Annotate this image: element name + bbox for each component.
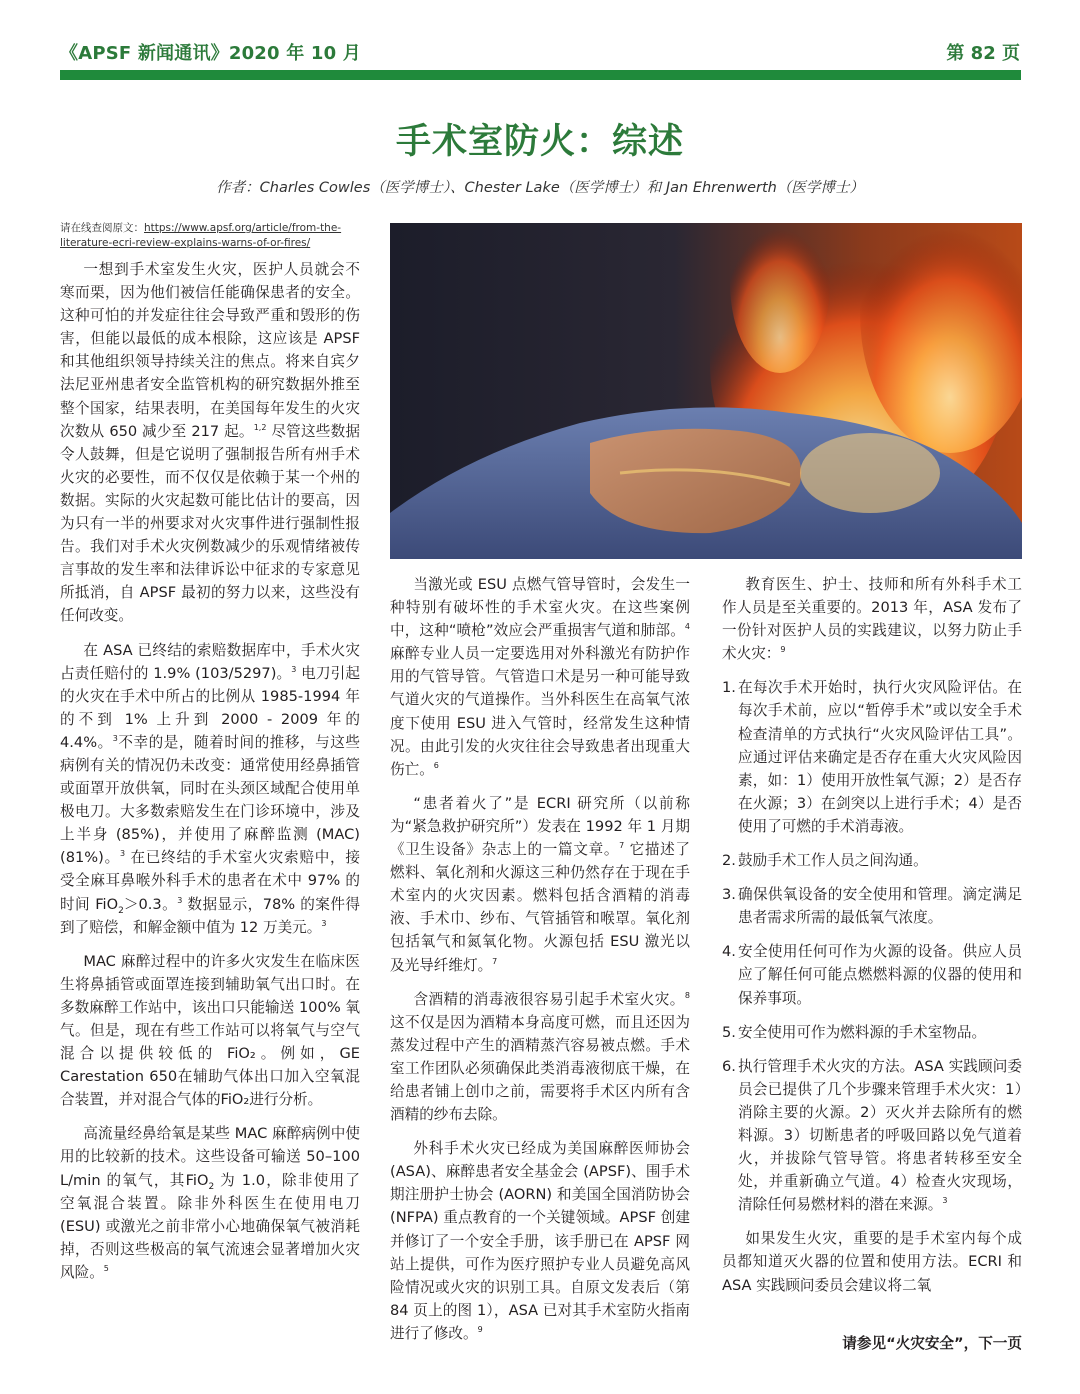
online-article-link[interactable]: https://www.apsf.org/article/from-the-literature-ecri-review-explains-warns-of-or-fires/ — [60, 222, 342, 249]
list-item: 4. 安全使用任何可作为火源的设备。供应人员应了解任何可能点燃燃料源的仪器的使用和保养事项。 — [722, 943, 1022, 1007]
online-label: 请在线查阅原文： — [60, 222, 144, 234]
paragraph: 含酒精的消毒液很容易引起手术室火灾。$^8$ 这不仅是因为酒精本身高度可燃，而且还因为蒸发过程中产生的酒精蒸汽容易被点燃。手术室工作团队必须确保此类消毒液彻底干燥，在给患者铺上创巾之前，需要将手术区内所有含酒精的纱布去除。 — [390, 990, 690, 1124]
paragraph: “患者着火了”是 ECRI 研究所（以前称为“紧急救护研究所”）发表在 1992 年 1 月期《卫生设备》杂志上的一篇文章。$^7$ 它描述了燃料、氧化剂和火源这三种仍然存在于现在手术室内的火灾因素。燃料包括含酒精的消毒液、手术巾、纱布、气管插管和喉罩。氧化剂包括氧气和氮氧化物。火源包括 ESU 激光以及光导纤维灯。$^7$ — [390, 794, 690, 974]
recommendation-list — [722, 676, 1022, 1216]
paragraph: 高流量经鼻给氧是某些 MAC 麻醉病例中使用的比较新的技术。这些设备可输送 50–100 L/min 的氧气，其FiO$_2$ 为 1.0，除非使用了 空氧混合装置。除非外科医生在使用电刀 (ESU) 或激光之前非常小心地确保氧气被消耗掉，否则这些极高的氧气流速会显著增加火灾风险。$^5$ — [60, 1125, 360, 1281]
header-divider — [60, 70, 1021, 80]
page-number: 第 82 页 — [946, 43, 1020, 64]
article-column-2 — [390, 573, 690, 1356]
paragraph: 在 ASA 已终结的索赔数据库中，手术火灾占责任赔付的 1.9% (103/5297)。$^3$ 电刀引起的火灾在手术中所占的比例从 1985-1994 年的不到 1% 上升到 2000 - 2009 年的 4.4%。$^3$不幸的是，随着时间的推移，与这些病例有关的情况仍未改变：通常使用经鼻插管或面罩开放供氧，同时在头颈区域配合使用单极电刀。大多数索赔发生在门诊环境中，涉及上半身 (85%)，并使用了麻醉监测 (MAC) (81%)。$^3$ 在已终结的手术室火灾索赔中，接受全麻耳鼻喉外科手术的患者在术中 97% 的时间 FiO$_2$＞0.3。$^3$ 数据显示，78% 的案件得到了赔偿，和解金额中值为 12 万美元。$^3$ — [60, 641, 361, 936]
paragraph: 教育医生、护士、技师和所有外科手术工作人员是至关重要的。2013 年，ASA 发布了一份针对医护人员的实践建议，以努力防止手术火灾：$^9$ — [722, 576, 1022, 663]
list-item: 1. 在每次手术开始时，执行火灾风险评估。在每次手术前，应以“暂停手术”或以安全手术检查清单的方式执行“火灾风险评估工具”。应通过评估来确定是否存在重大火灾风险因素，如：1）使用开放性氧气源；2）是否存在火源；3）在剑突以上进行手术；4）是否使用了可燃的手术消毒液。 — [722, 679, 1022, 835]
surgical-fire-photo — [390, 223, 1022, 559]
paragraph: 外科手术火灾已经成为美国麻醉医师协会 (ASA)、麻醉患者安全基金会 (APSF)、围手术期注册护士协会 (AORN) 和美国全国消防协会 (NFPA) 重点教育的一个关键领域。APSF 创建并修订了一个安全手册，该手册已在 APSF 网站上提供，可作为医疗照护专业人员避免高风险情况或火灾的识别工具。自原文发表后（第 84 页上的图 1），ASA 已对其手术室防火指南进行了修改。$^9$ — [390, 1140, 690, 1342]
list-item: 3. 确保供氧设备的安全使用和管理。滴定满足患者需求所需的最低氧气浓度。 — [722, 886, 1022, 927]
article-column-1 — [60, 258, 360, 1295]
article-title: 手术室防火：综述 — [395, 122, 684, 162]
newsletter-issue: 《APSF 新闻通讯》2020 年 10 月 — [60, 43, 361, 64]
continued-on-next-page: 请参见“火灾安全”，下一页 — [842, 1335, 1022, 1352]
paragraph: 如果发生火灾，重要的是手术室内每个成员都知道灭火器的位置和使用方法。ECRI 和 ASA 实践顾问委员会建议将二氧 — [722, 1230, 1022, 1294]
online-link-block — [60, 221, 360, 251]
paragraph: 当激光或 ESU 点燃气管导管时，会发生一种特别有破坏性的手术室火灾。在这些案例中，这种“喷枪”效应会严重损害气道和肺部。$^4$ 麻醉专业人员一定要选用对外科激光有防护作用的气管导管。气管造口术是另一种可能导致气道火灾的气道操作。当外科医生在高氧气浓度下使用 ESU 进入气管时，经常发生这种情况。由此引发的火灾往往会导致患者出现重大伤亡。$^6$ — [390, 576, 690, 778]
paragraph: 一想到手术室发生火灾，医护人员就会不寒而栗，因为他们被信任能确保患者的安全。这种可怕的并发症往往会导致严重和毁形的伤害，但能以最低的成本根除，这应该是 APSF 和其他组织领导持续关注的焦点。将来自宾夕法尼亚州患者安全监管机构的研究数据外推至整个国家，结果表明，在美国每年发生的火灾次数从 650 减少至 217 起。$^{1,2}$ 尽管这些数据令人鼓舞，但是它说明了强制报告所有州手术火灾的必要性，而不仅仅是依赖于某一个州的数据。实际的火灾起数可能比估计的要高，因为只有一半的州要求对火灾事件进行强制性报告。我们对手术火灾例数减少的乐观情绪被传言事故的发生率和法律诉讼中征求的专家意见所抵消，自 APSF 最初的努力以来，这些没有任何改变。 — [60, 261, 360, 625]
paragraph: MAC 麻醉过程中的许多火灾发生在临床医生将鼻插管或面罩连接到辅助氧气出口时。在多数麻醉工作站中，该出口只能输送 100% 氧气。但是，现在有些工作站可以将氧气与空气混合以提供较低的 FiO₂。例如，GE Carestation 650在辅助气体出口加入空氧混合装置，并对混合气体的FiO₂进行分析。 — [60, 952, 360, 1109]
list-item: 6. 执行管理手术火灾的方法。ASA 实践顾问委员会已提供了几个步骤来管理手术火灾：1）消除主要的火源。2）灭火并去除所有的燃料源。3）切断患者的呼吸回路以免气道着火，并拔除气管导管。将患者转移至安全处，并重新确立气道。4）检查火灾现场，清除任何易燃材料的潜在来源。$^3$ — [722, 1057, 1022, 1214]
article-column-3 — [722, 573, 1022, 1308]
list-item: 5. 安全使用可作为燃料源的手术室物品。 — [722, 1023, 987, 1041]
list-item: 2. 鼓励手术工作人员之间沟通。 — [722, 852, 928, 870]
article-authors: 作者：Charles Cowles（医学博士）、Chester Lake（医学博士）和 Jan Ehrenwerth（医学博士） — [216, 180, 864, 196]
